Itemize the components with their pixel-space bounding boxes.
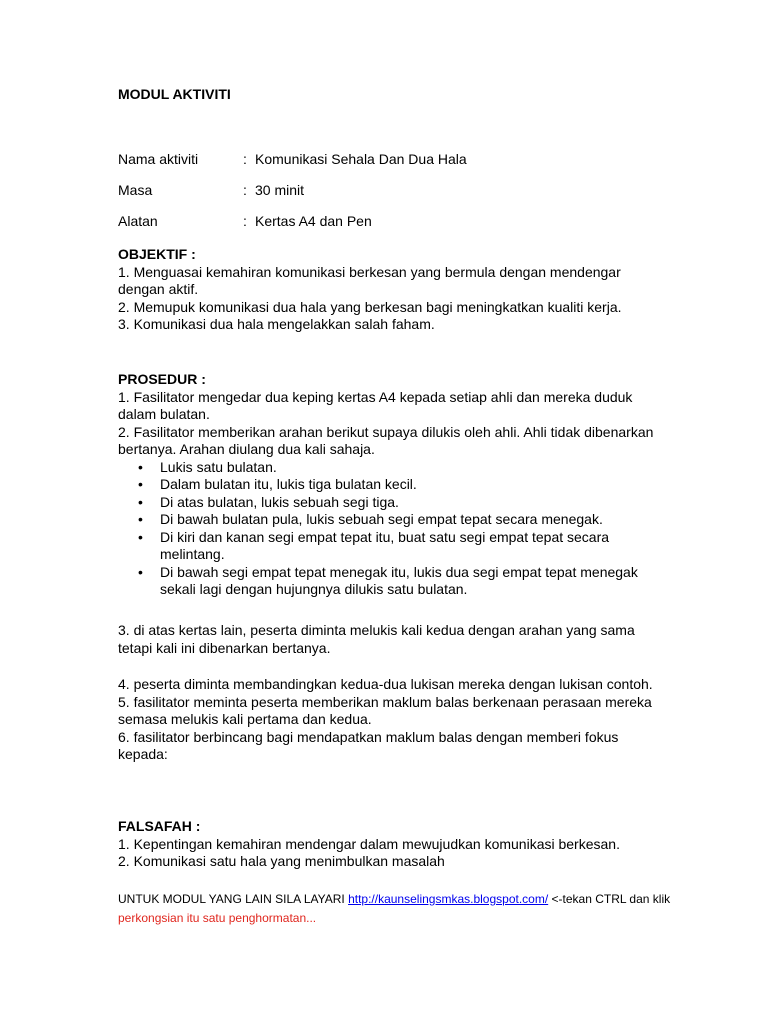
meta-colon: : [243,151,247,167]
prosedur-heading: PROSEDUR : [118,371,206,387]
falsafah-section [118,818,658,871]
instruction-list [118,459,658,599]
instruction-item [118,511,658,529]
instruction-item [118,564,658,599]
meta-value: Kertas A4 dan Pen [255,213,372,229]
meta-row-nama-aktiviti [118,151,467,167]
bullet-icon: • [138,476,143,492]
falsafah-item: 2. Komunikasi satu hala yang menimbulkan masalah [118,853,445,869]
instruction-item [118,529,658,564]
falsafah-heading: FALSAFAH : [118,818,201,834]
document-title: MODUL AKTIVITI [118,86,231,102]
footer-note [118,890,678,928]
instruction-text: Di atas bulatan, lukis sebuah segi tiga. [160,493,399,510]
prosedur-step-5: 5. fasilitator meminta peserta memberikan maklum balas berkenaan perasaan mereka semasa melukis kali pertama dan kedua. [118,693,652,727]
objektif-section [118,246,658,334]
instruction-text: Di kiri dan kanan segi empat tepat itu, buat satu segi empat tepat secara melintang. [160,528,610,562]
bullet-icon: • [138,528,143,545]
footer-red-line: perkongsian itu satu penghormatan... [118,911,317,925]
falsafah-item: 1. Kepentingan kemahiran mendengar dalam mewujudkan komunikasi berkesan. [118,835,620,852]
bullet-icon: • [138,493,143,510]
objektif-item: 3. Komunikasi dua hala mengelakkan salah faham. [118,316,435,332]
meta-label: Alatan [118,213,158,229]
footer-prefix: UNTUK MODUL YANG LAIN SILA LAYARI [118,892,349,906]
prosedur-steps-4-6-block [118,676,658,764]
meta-colon: : [243,182,247,198]
instruction-item [118,476,658,494]
instruction-text: Di bawah bulatan pula, lukis sebuah segi empat tepat secara menegak. [160,511,603,527]
blog-link[interactable]: http://kaunselingsmkas.blogspot.com/ [348,892,549,906]
instruction-item [118,459,658,477]
meta-row-alatan [118,213,372,229]
bullet-icon: • [138,511,143,527]
footer-line [118,890,678,909]
prosedur-step-2: 2. Fasilitator memberikan arahan berikut supaya dilukis oleh ahli. Ahli tidak dibenarkan bertanya. Arahan diulang dua kali sahaja. [118,423,654,457]
prosedur-step-6: 6. fasilitator berbincang bagi mendapatkan maklum balas dengan memberi fokus kepada: [118,728,619,762]
prosedur-step-4: 4. peserta diminta membandingkan kedua-dua lukisan mereka dengan lukisan contoh. [118,676,653,692]
prosedur-step-1: 1. Fasilitator mengedar dua keping kertas A4 kepada setiap ahli dan mereka duduk dalam bulatan. [118,388,633,422]
instruction-text: Di bawah segi empat tepat menegak itu, lukis dua segi empat tepat menegak sekali lagi dengan hujungnya dilukis satu bulatan. [160,563,638,597]
prosedur-step-3: 3. di atas kertas lain, peserta diminta melukis kali kedua dengan arahan yang sama tetapi kali ini dibenarkan bertanya. [118,622,635,656]
meta-label: Masa [118,182,153,198]
prosedur-section [118,371,658,599]
meta-value: Komunikasi Sehala Dan Dua Hala [255,151,467,167]
meta-label: Nama aktiviti [118,151,199,167]
prosedur-step-3-block [118,622,658,657]
footer-suffix: <-tekan CTRL dan klik [548,892,671,906]
meta-value: 30 minit [255,182,305,198]
objektif-item: 1. Menguasai kemahiran komunikasi berkesan yang bermula dengan mendengar dengan aktif. [118,263,621,297]
instruction-text: Lukis satu bulatan. [160,458,277,475]
instruction-item [118,494,658,512]
objektif-heading: OBJEKTIF : [118,246,196,262]
bullet-icon: • [138,563,143,580]
bullet-icon: • [138,458,143,475]
meta-colon: : [243,213,247,229]
instruction-text: Dalam bulatan itu, lukis tiga bulatan kecil. [160,476,417,492]
meta-row-masa [118,182,304,198]
objektif-item: 2. Memupuk komunikasi dua hala yang berkesan bagi meningkatkan kualiti kerja. [118,298,622,315]
